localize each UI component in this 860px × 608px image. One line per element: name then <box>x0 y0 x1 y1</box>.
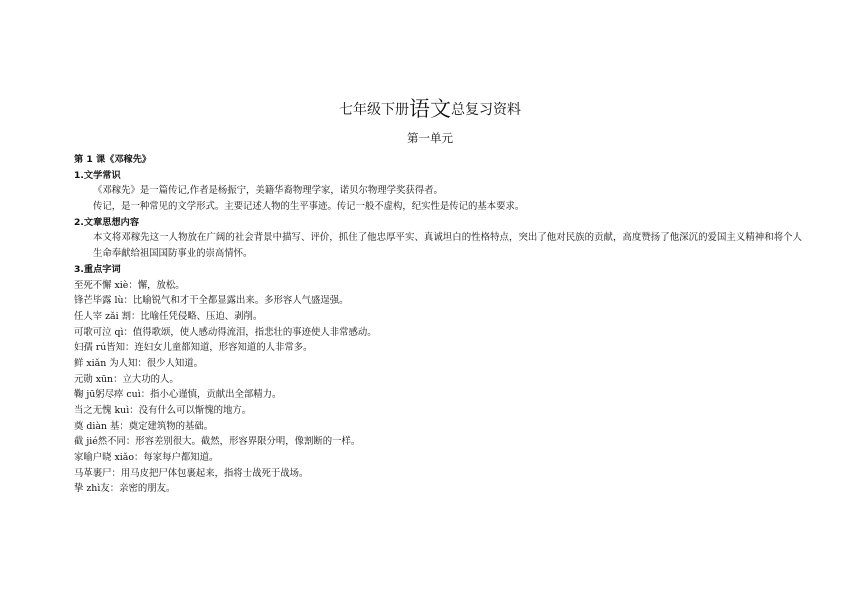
vocabulary-item: 挚 zhì友：亲密的朋友。 <box>74 483 176 495</box>
vocabulary-item: 任人宰 zǎi 割：比喻任凭侵略、压迫、剥削。 <box>74 310 263 322</box>
paragraph-author: 《邓稼先》是一篇传记,作者是杨振宁，美籍华裔物理学家，诺贝尔物理学奖获得者。 <box>93 185 443 197</box>
document-title <box>0 96 860 123</box>
title-suffix: 总复习资料 <box>451 102 521 118</box>
unit-heading: 第一单元 <box>407 131 453 145</box>
vocabulary-item: 鞠 jū躬尽瘁 cuì：指小心谨慎，贡献出全部精力。 <box>74 389 282 401</box>
paragraph-theme: 本文将邓稼先这一人物放在广阔的社会背景中描写、评价，抓住了他忠厚平实、真诚坦白的性格特点，突出了他对民族的贡献，高度赞扬了他深沉的爱国主义精神和将个人生命奉献给祖国国防事业的崇高情怀。 <box>93 232 802 260</box>
section-heading-literary: 1.文学常识 <box>74 169 121 181</box>
section-heading-vocabulary: 3.重点字词 <box>74 263 121 275</box>
vocabulary-item: 至死不懈 xiè：懈，放松。 <box>74 279 185 291</box>
lesson-heading: 第 1 课《邓稼先》 <box>74 154 152 165</box>
vocabulary-item: 奠 diàn 基：奠定建筑物的基础。 <box>74 420 214 432</box>
vocabulary-item: 马革裹尸：用马皮把尸体包裹起来，指将士战死于战场。 <box>74 467 309 479</box>
document-body <box>74 152 802 497</box>
vocabulary-item: 元勋 xūn：立大功的人。 <box>74 373 179 385</box>
title-emphasis: 语文 <box>409 97 451 121</box>
vocabulary-item: 家喻户晓 xiǎo：每家每户都知道。 <box>74 452 219 464</box>
paragraph-biography: 传记，是一种常见的文学形式。主要记述人物的生平事迹。传记一般不虚构，纪实性是传记的基本要求。 <box>93 201 525 213</box>
vocabulary-item: 可歌可泣 qì：值得歌颂，使人感动得流泪，指悲壮的事迹使人非常感动。 <box>74 326 377 338</box>
vocabulary-item: 妇孺 rú皆知：连妇女儿童都知道，形容知道的人非常多。 <box>74 342 313 354</box>
vocabulary-item: 当之无愧 kuì：没有什么可以惭愧的地方。 <box>74 405 252 417</box>
vocabulary-list <box>74 278 802 498</box>
vocabulary-item: 截 jié然不同：形容差别很大。截然，形容界限分明，像割断的一样。 <box>74 436 361 448</box>
vocabulary-item: 锋芒毕露 lù：比喻锐气和才干全都显露出来。多形容人气盛逞强。 <box>74 295 349 307</box>
section-heading-theme: 2.文章思想内容 <box>74 216 140 228</box>
vocabulary-item: 鲜 xiǎn 为人知：很少人知道。 <box>74 357 203 369</box>
title-prefix: 七年级下册 <box>339 102 409 118</box>
